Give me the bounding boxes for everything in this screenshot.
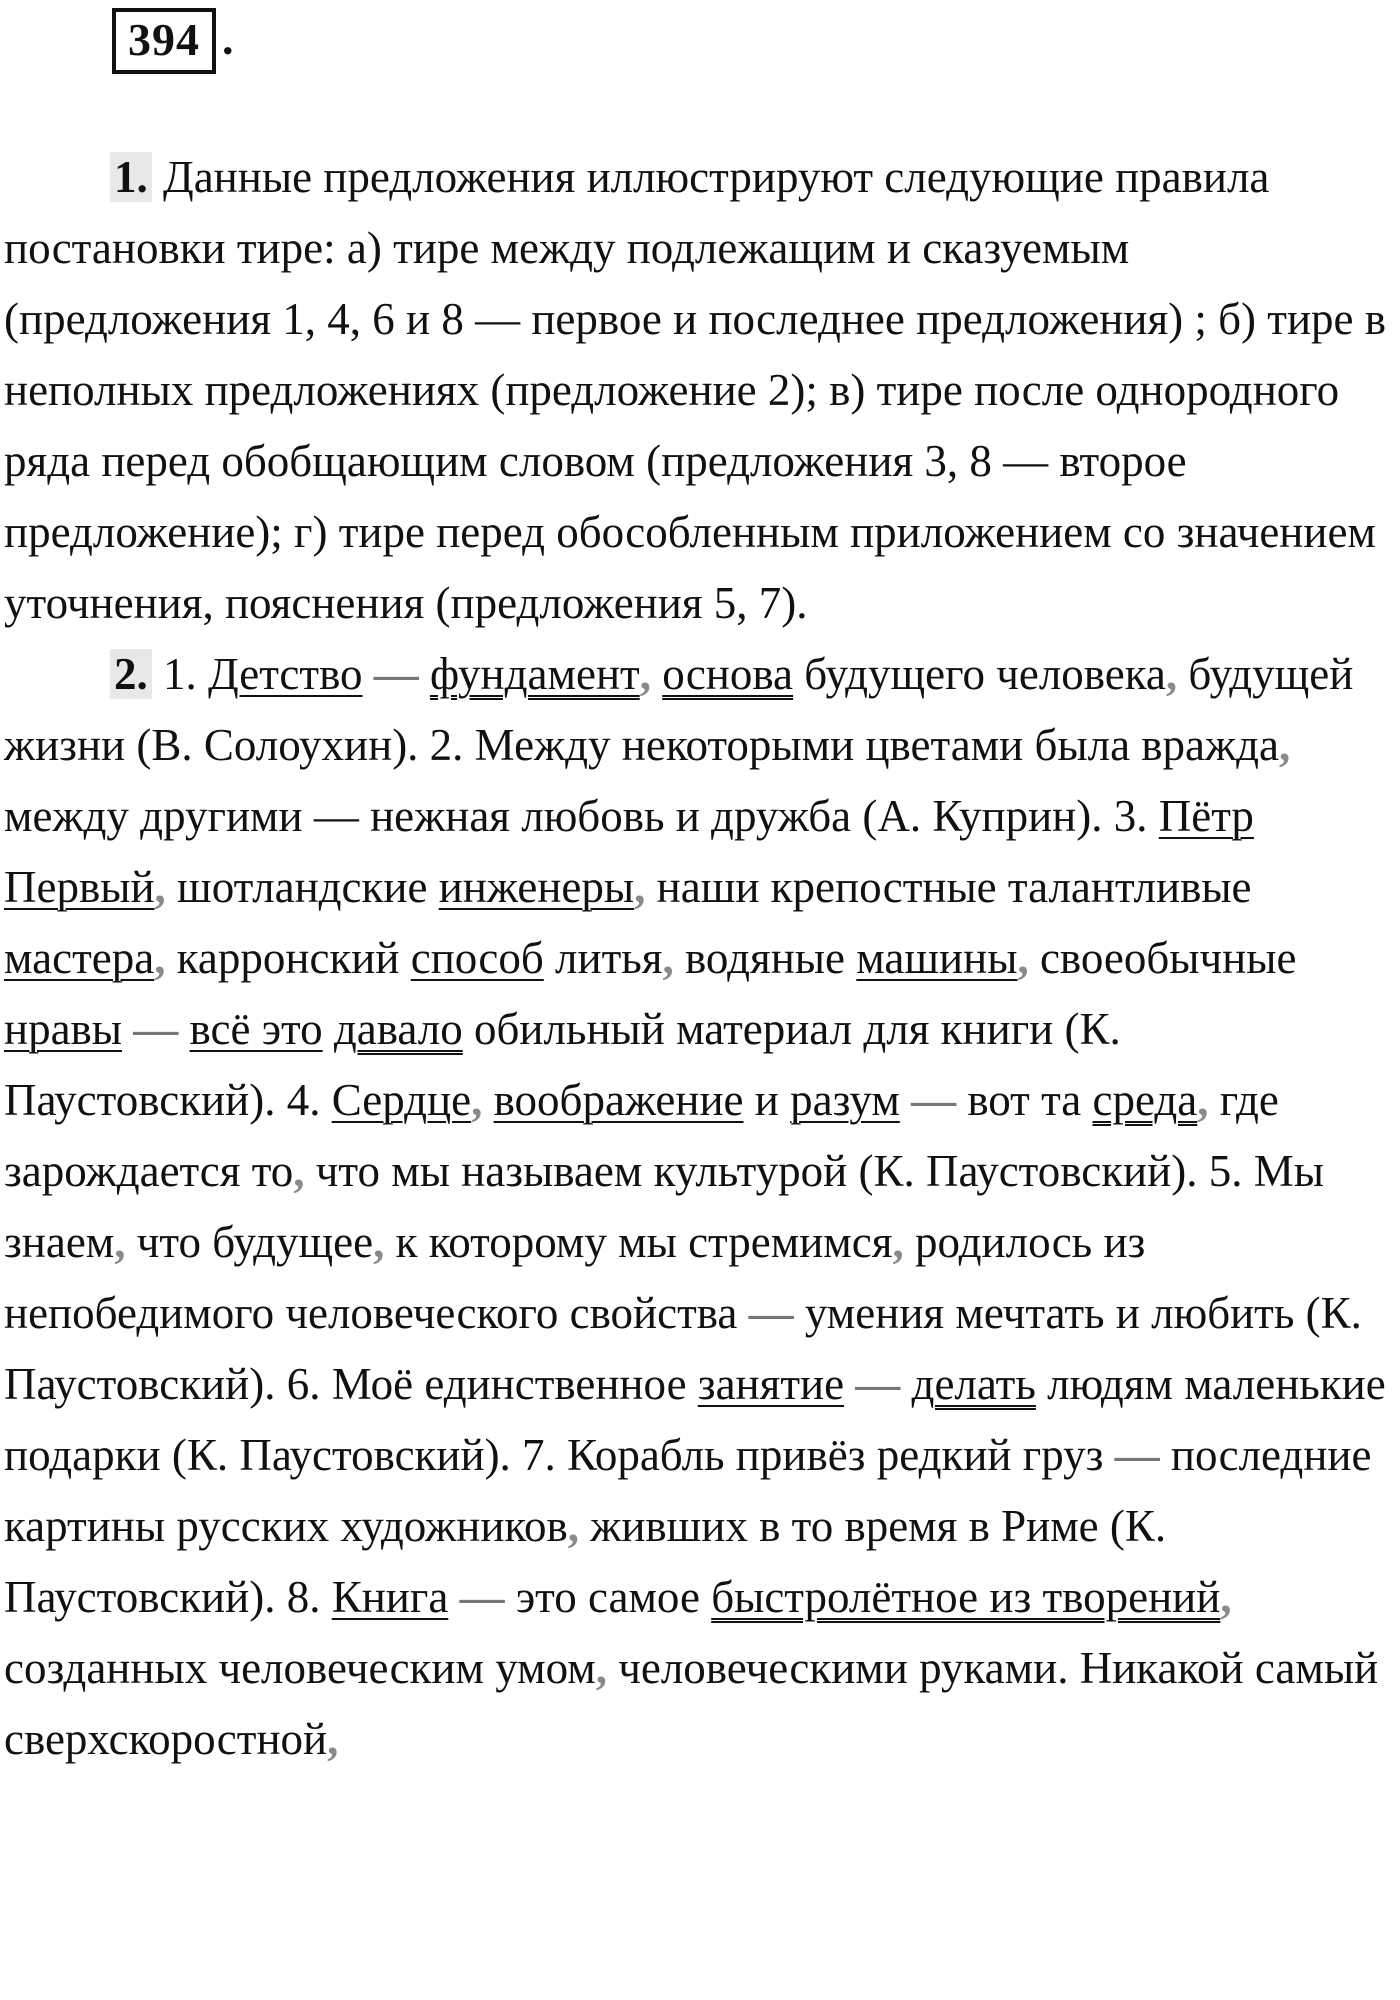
- subject-word: всё это: [189, 1004, 323, 1054]
- comma-mark: ,: [373, 1217, 385, 1267]
- subject-word: машины: [856, 933, 1018, 983]
- dash-mark: —: [737, 1288, 805, 1338]
- text-segment: водяные: [673, 933, 857, 983]
- subject-word: Книга: [331, 1572, 449, 1622]
- comma-mark: ,: [1220, 1572, 1232, 1622]
- part-2-marker: 2.: [110, 649, 152, 699]
- predicate-word: основа: [662, 649, 794, 699]
- comma-mark: ,: [1017, 933, 1029, 983]
- predicate-word: фундамент: [430, 649, 640, 699]
- subject-word: нравы: [4, 1004, 123, 1054]
- comma-mark: ,: [1165, 649, 1178, 699]
- dash-mark: —: [899, 1075, 968, 1125]
- text-segment: людям маленькие подарки (К. Паустовский). 7. Корабль привёз редкий груз: [4, 1359, 1386, 1480]
- text-segment: обильный материал для книги (К. Паустовский). 4.: [4, 1004, 1121, 1125]
- text-segment: это самое: [515, 1572, 712, 1622]
- text-segment: наши крепостные талантливые: [645, 862, 1252, 912]
- comma-mark: ,: [327, 1714, 339, 1764]
- subject-word: занятие: [697, 1359, 845, 1409]
- text-segment: вот та: [967, 1075, 1093, 1125]
- comma-mark: ,: [892, 1217, 904, 1267]
- subject-word: разум: [790, 1075, 900, 1125]
- text-segment: что будущее: [125, 1217, 374, 1267]
- answer-text: [4, 142, 1396, 1775]
- comma-mark: ,: [154, 862, 166, 912]
- text-segment: живших в то время в Риме (К. Паустовский). 8.: [4, 1501, 1167, 1622]
- comma-mark: ,: [595, 1643, 607, 1693]
- text-segment: к которому мы стремимся: [384, 1217, 893, 1267]
- subject-word: Детство: [208, 649, 363, 699]
- comma-mark: ,: [1279, 720, 1291, 770]
- text-segment: своеобычные: [1028, 933, 1297, 983]
- text-segment: 1.: [151, 649, 208, 699]
- text-segment: созданных человеческим умом: [4, 1643, 596, 1693]
- dash-mark: —: [1103, 1430, 1171, 1480]
- comma-mark: ,: [293, 1146, 305, 1196]
- text-segment: родилось из непобедимого человеческого свойства: [4, 1217, 1146, 1338]
- predicate-word: давало: [333, 1004, 463, 1054]
- predicate-word: среда: [1092, 1075, 1198, 1125]
- comma-mark: ,: [634, 862, 646, 912]
- predicate-word: делать: [911, 1359, 1036, 1409]
- exercise-number: 394: [112, 8, 216, 74]
- text-segment: умения мечтать и любить (К. Паустовский). 6. Моё единственное: [4, 1288, 1362, 1409]
- text-segment: шотландские: [165, 862, 439, 912]
- part-1-marker: 1.: [110, 152, 152, 202]
- subject-word: мастера: [4, 933, 155, 983]
- text-segment: карронский: [165, 933, 411, 983]
- text-segment: человеческими руками. Никакой самый сверхскоростной: [4, 1643, 1379, 1764]
- text-segment: между другими — нежная любовь и дружба (А. Куприн). 3.: [4, 791, 1159, 841]
- predicate-word: быстролётное из творений: [711, 1572, 1221, 1622]
- dash-mark: —: [362, 649, 431, 699]
- text-segment: будущего человека: [793, 649, 1166, 699]
- text-segment: и: [743, 1075, 791, 1125]
- dash-mark: —: [122, 1004, 190, 1054]
- comma-mark: ,: [114, 1217, 126, 1267]
- subject-word: воображение: [493, 1075, 744, 1125]
- text-segment: [323, 1004, 334, 1054]
- comma-mark: ,: [639, 649, 663, 699]
- subject-word: Пётр Первый: [4, 791, 1254, 912]
- part-1-paragraph: [4, 142, 1396, 639]
- subject-word: способ: [410, 933, 544, 983]
- comma-mark: ,: [567, 1501, 579, 1551]
- dash-mark: —: [448, 1572, 516, 1622]
- text-segment: где зарождается то: [4, 1075, 1279, 1196]
- text-segment: последние картины русских художников: [4, 1430, 1372, 1551]
- text-segment: [482, 1075, 493, 1125]
- comma-mark: ,: [1197, 1075, 1209, 1125]
- comma-mark: ,: [471, 1075, 483, 1125]
- text-segment: литья: [543, 933, 663, 983]
- subject-word: инженеры: [438, 862, 635, 912]
- text-segment: что мы называем культурой (К. Паустовский). 5. Мы знаем: [4, 1146, 1324, 1267]
- text-segment: будущей жизни (В. Солоухин). 2. Между некоторыми цветами была вражда: [4, 649, 1354, 770]
- part-1-text: Данные предложения иллюстрируют следующие правила постановки тире: а) тире между подлежащим и сказуемым (предложения 1, 4, 6 и 8 — первое и последнее предложения) ; б) тире в неполных предложениях (предложение 2); в) тире после однородного ряда перед обобщающим словом (предложения 3, 8 — второе предложение); г) тире перед обособленным приложением со значением уточнения, пояснения (предложения 5, 7).: [4, 152, 1386, 628]
- part-2-paragraph: [4, 639, 1396, 1775]
- dash-mark: —: [844, 1359, 912, 1409]
- exercise-number-dot: .: [222, 13, 234, 64]
- subject-word: Сердце: [331, 1075, 472, 1125]
- comma-mark: ,: [154, 933, 166, 983]
- comma-mark: ,: [662, 933, 674, 983]
